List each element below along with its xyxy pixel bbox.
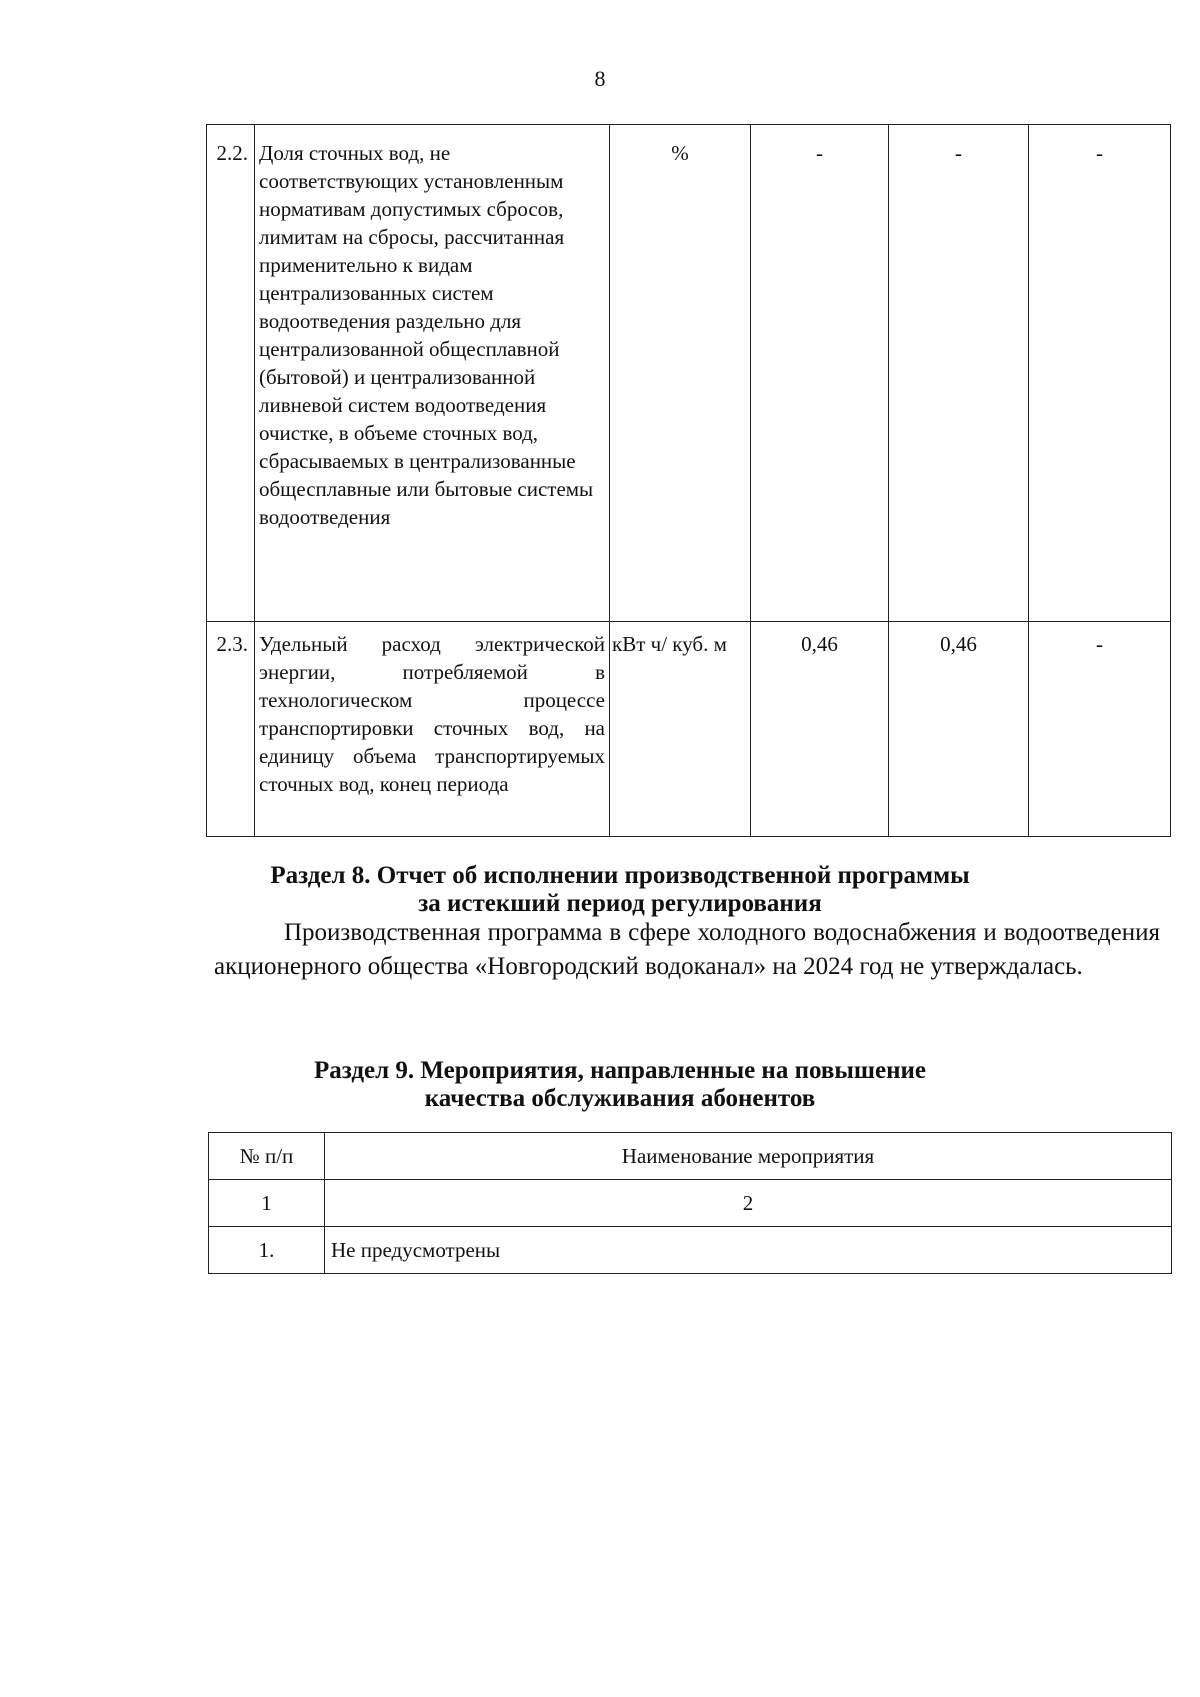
section9-heading-line1: Раздел 9. Мероприятия, направленные на повышение (313, 1057, 926, 1084)
table-row (209, 1227, 1172, 1274)
indicator-name: Удельный расход электрической энергии, потребляемой в технологическом процессе транспортировки сточных вод, на единицу объема транспортируемых сточных вод, конец периода (255, 622, 610, 837)
section8-text: Производственная программа в сфере холодного водоснабжения и водоотведения акционерного общества «Новгородский водоканал» на 2024 год не утверждалась. (214, 919, 1160, 980)
table-index-row (209, 1180, 1172, 1227)
unit-cell: % (610, 125, 751, 622)
table-row (207, 622, 1171, 837)
section9-heading-line2: качества обслуживания абонентов (424, 1085, 816, 1112)
measures-table (208, 1132, 1172, 1274)
section8-heading (20, 862, 1200, 918)
row-number: 1. (209, 1227, 325, 1274)
page-number: 8 (594, 66, 606, 91)
value-cell: - (889, 125, 1029, 622)
index-cell: 1 (209, 1180, 325, 1227)
section8-heading-line1: Раздел 8. Отчет об исполнении производственной программы (270, 862, 970, 889)
value-cell: 0,46 (751, 622, 889, 837)
indicator-name: Доля сточных вод, не соответствующих установленным нормативам допустимых сбросов, лимитам на сбросы, рассчитанная применительно к видам централизованных систем водоотведения раздельно для централизованной общесплавной (бытовой) и централизованной ливневой систем водоотведения очистке, в объеме сточных вод, сбрасываемых в централизованные общесплавные или бытовые системы водоотведения (255, 125, 610, 622)
indicators-table (206, 124, 1171, 837)
value-cell: - (751, 125, 889, 622)
value-cell: 0,46 (889, 622, 1029, 837)
row-number: 2.2. (207, 125, 255, 622)
measure-name: Не предусмотрены (325, 1227, 1172, 1274)
section8-heading-line2: за истекший период регулирования (418, 890, 822, 917)
unit-cell: кВт ч/ куб. м (610, 622, 751, 837)
table-row (207, 125, 1171, 622)
row-number: 2.3. (207, 622, 255, 837)
table-header-row (209, 1133, 1172, 1180)
header-measure-name: Наименование мероприятия (325, 1133, 1172, 1180)
index-cell: 2 (325, 1180, 1172, 1227)
section9-heading (20, 1057, 1200, 1113)
value-cell: - (1029, 125, 1171, 622)
header-number: № п/п (209, 1133, 325, 1180)
value-cell: - (1029, 622, 1171, 837)
